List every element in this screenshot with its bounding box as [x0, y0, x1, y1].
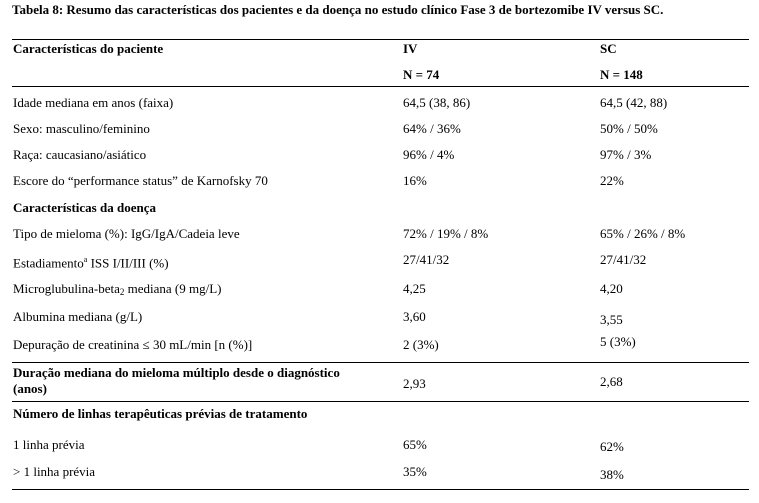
row-value-iv: 3,60	[403, 309, 426, 324]
row-label: Depuração de creatinina ≤ 30 mL/min [n (%)]	[13, 337, 253, 352]
top-rule	[12, 39, 749, 40]
row-value-sc: 64,5 (42, 88)	[600, 95, 668, 110]
footnote-marker: a	[83, 255, 88, 264]
row-label: Escore do “performance status” de Karnofsky 70	[13, 173, 268, 188]
row-value-sc: 62%	[600, 439, 624, 454]
row-value-iv: 64,5 (38, 86)	[403, 95, 471, 110]
row-value-sc: 2,68	[600, 374, 623, 389]
row-label-text: Microglubulina-beta	[13, 281, 120, 296]
row-label: 1 linha prévia	[13, 437, 85, 452]
section-disease-characteristics: Características da doença	[13, 200, 156, 215]
row-value-sc: 27/41/32	[600, 252, 647, 267]
section-prior-lines: Número de linhas terapêuticas prévias de tratamento	[13, 406, 308, 421]
subscript: 2	[119, 287, 125, 297]
row-value-sc: 4,20	[600, 281, 623, 296]
row-value-iv: 35%	[403, 464, 427, 479]
header-rule	[12, 86, 749, 87]
row-label	[13, 281, 221, 297]
header-n-sc: N = 148	[600, 67, 643, 82]
row-label-duration: Duração mediana do mieloma múltiplo desde o diagnóstico (anos)	[13, 365, 340, 396]
row-value-iv: 2 (3%)	[403, 337, 439, 352]
row-value-sc: 97% / 3%	[600, 147, 652, 162]
row-label	[13, 252, 169, 271]
row-value-iv: 27/41/32	[403, 252, 450, 267]
row-value-iv: 96% / 4%	[403, 147, 455, 162]
row-value-sc: 38%	[600, 467, 624, 482]
row-value-iv: 16%	[403, 173, 427, 188]
row-label-text: ISS I/II/III (%)	[87, 255, 169, 271]
row-value-sc: 3,55	[600, 312, 623, 327]
row-value-iv: 2,93	[403, 376, 426, 391]
row-label-text: mediana (9 mg/L)	[124, 281, 222, 296]
table-caption: Tabela 8: Resumo das características dos pacientes e da doença no estudo clínico Fase 3 de bortezomibe IV versus SC.	[12, 2, 664, 17]
row-value-iv: 64% / 36%	[403, 121, 461, 136]
duration-rule	[12, 362, 749, 363]
row-value-sc: 65% / 26% / 8%	[600, 226, 686, 241]
row-label: Albumina mediana (g/L)	[13, 309, 143, 324]
row-label: Sexo: masculino/feminino	[13, 121, 150, 136]
header-n-iv: N = 74	[403, 67, 440, 82]
row-value-sc: 5 (3%)	[600, 334, 636, 349]
row-label: > 1 linha prévia	[13, 464, 96, 479]
header-sc: SC	[600, 41, 617, 56]
row-value-iv: 72% / 19% / 8%	[403, 226, 489, 241]
lines-rule	[12, 401, 749, 402]
row-label: Raça: caucasiano/asiático	[13, 147, 147, 162]
row-value-sc: 22%	[600, 173, 624, 188]
row-value-iv: 65%	[403, 437, 427, 452]
row-value-iv: 4,25	[403, 281, 426, 296]
row-label-text: Estadiamento	[13, 255, 84, 271]
row-label: Idade mediana em anos (faixa)	[13, 95, 174, 110]
header-patient-characteristics: Características do paciente	[13, 41, 164, 56]
row-label: Tipo de mieloma (%): IgG/IgA/Cadeia leve	[13, 226, 240, 241]
row-value-sc: 50% / 50%	[600, 121, 658, 136]
header-iv: IV	[403, 41, 418, 56]
bottom-rule	[12, 489, 749, 490]
